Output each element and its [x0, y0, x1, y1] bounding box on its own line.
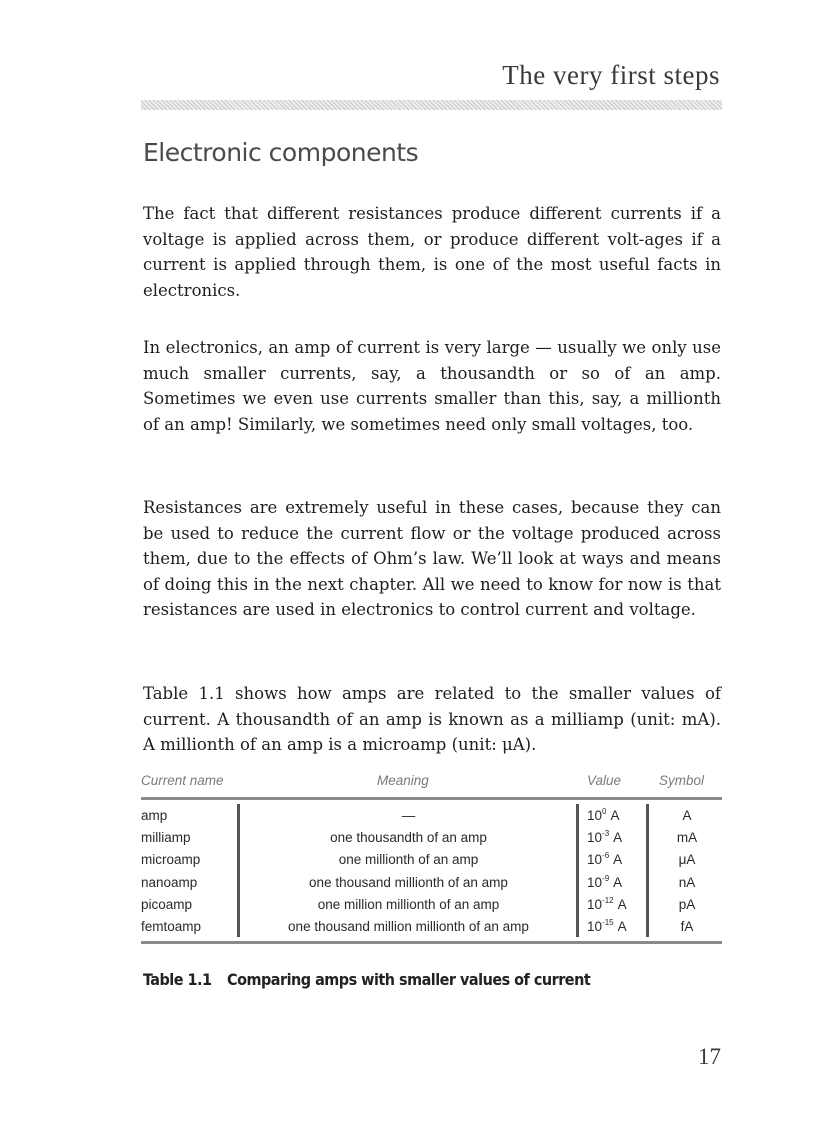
value-base: 10 — [587, 919, 603, 934]
value-unit: A — [613, 830, 623, 846]
table-row — [141, 873, 722, 895]
cell-meaning: one thousand million millionth of an amp — [288, 919, 529, 934]
cell-meaning: one millionth of an amp — [338, 852, 479, 868]
table-body — [141, 800, 722, 941]
header-value: Value — [587, 773, 622, 788]
cell-value — [587, 828, 622, 848]
value-base: 10 — [587, 808, 603, 823]
table-bottom-rule — [141, 941, 722, 944]
cell-current-name: nanoamp — [141, 874, 198, 890]
cell-symbol: fA — [680, 919, 694, 934]
table-row — [141, 850, 722, 872]
caption-text: Comparing amps with smaller values of current — [227, 970, 591, 989]
value-unit: A — [617, 896, 627, 912]
cell-meaning: — — [401, 808, 416, 823]
running-header-title: The very first steps — [502, 60, 720, 90]
paragraph-3: Resistances are extremely useful in these cases, because they can be used to reduce the current flow or the voltage produced across them, due to the effects of Ohm’s law. We’ll look at ways and means of doing this in the next chapter. All we need to know for now is that resistances are used in electronics to control current and voltage. — [143, 498, 721, 620]
current-table — [141, 772, 722, 944]
table-header — [141, 772, 722, 794]
cell-symbol: μA — [678, 852, 696, 868]
value-exponent: -12 — [602, 895, 614, 905]
cell-symbol: A — [682, 808, 692, 823]
value-unit: A — [613, 852, 623, 868]
cell-value — [587, 850, 622, 870]
value-base: 10 — [587, 874, 603, 890]
value-exponent: -15 — [602, 918, 614, 927]
page-number: 17 — [698, 1044, 721, 1069]
cell-value — [587, 873, 622, 893]
cell-current-name: microamp — [141, 852, 201, 868]
section-title: Electronic components — [143, 138, 419, 167]
cell-symbol: pA — [678, 896, 696, 912]
value-exponent: -3 — [602, 829, 610, 839]
header-symbol: Symbol — [659, 773, 705, 788]
value-exponent: 0 — [602, 807, 607, 816]
paragraph-4: Table 1.1 shows how amps are related to the smaller values of current. A thousandth of an amp is known as a milliamp (unit: mA). A millionth of an amp is a microamp (unit: μA). — [143, 684, 721, 755]
cell-value — [587, 895, 627, 915]
cell-current-name: amp — [141, 808, 168, 823]
cell-value — [587, 806, 620, 826]
cell-symbol: mA — [676, 830, 698, 846]
paragraph-2: In electronics, an amp of current is very large — usually we only use much smaller currents, say, a thousandth or so of an amp. Sometimes we even use currents smaller than this, say, a millionth of an amp! Similarly, we sometimes need only small voltages, too. — [143, 338, 721, 434]
cell-meaning: one million millionth of an amp — [317, 896, 500, 912]
header-current-name: Current name — [141, 773, 224, 788]
value-unit: A — [613, 874, 623, 890]
cell-meaning: one thousand millionth of an amp — [309, 874, 508, 890]
cell-meaning: one thousandth of an amp — [330, 830, 487, 846]
value-exponent: -6 — [602, 851, 610, 861]
table-row — [141, 917, 722, 939]
header-meaning: Meaning — [377, 773, 429, 788]
cell-value — [587, 917, 627, 937]
paragraph-1: The fact that different resistances produce different currents if a voltage is applied across them, or produce different volt-ages if a current is applied through them, is one of the most useful facts in electronics. — [143, 204, 721, 300]
table-row — [141, 828, 722, 850]
cell-current-name: milliamp — [141, 830, 191, 846]
table-caption — [143, 970, 590, 989]
value-base: 10 — [587, 830, 603, 846]
value-exponent: -9 — [602, 873, 610, 883]
value-base: 10 — [587, 896, 603, 912]
value-base: 10 — [587, 852, 603, 868]
table-row — [141, 806, 722, 828]
value-unit: A — [617, 919, 627, 934]
cell-symbol: nA — [678, 874, 696, 890]
value-unit: A — [610, 808, 620, 823]
table-row — [141, 895, 722, 917]
caption-number: Table 1.1 — [143, 970, 212, 989]
cell-current-name: femtoamp — [141, 919, 202, 934]
header-hatch-bar — [141, 100, 722, 110]
cell-current-name: picoamp — [141, 896, 193, 912]
